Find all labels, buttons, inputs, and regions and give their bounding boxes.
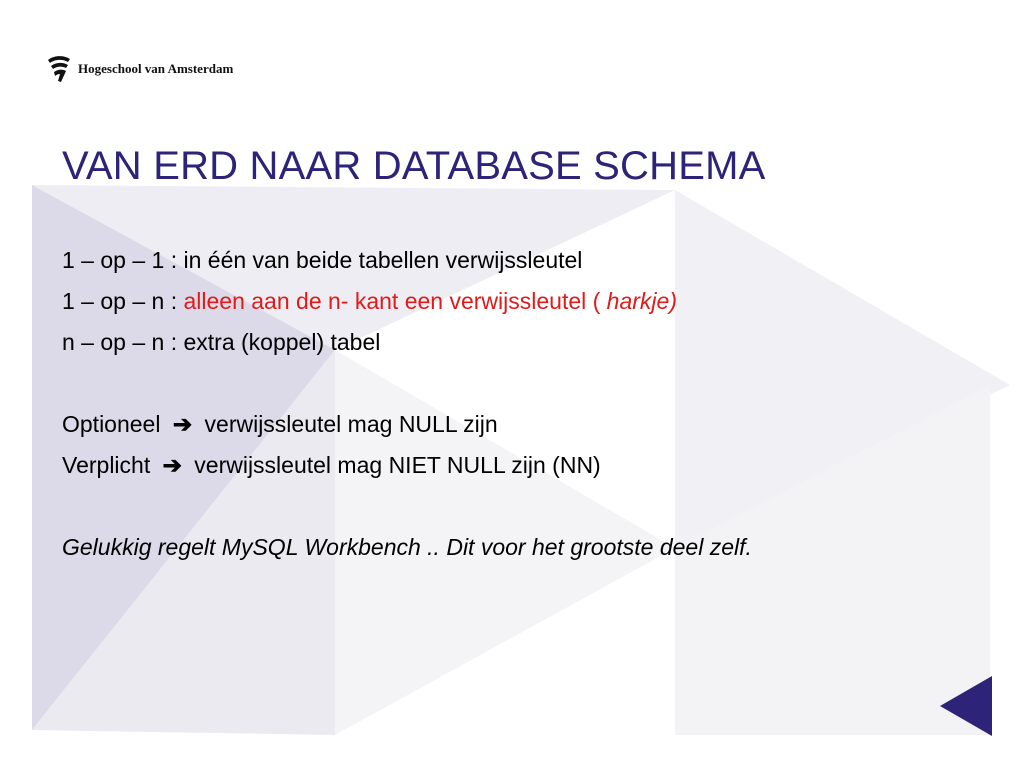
footer-note: Gelukkig regelt MySQL Workbench .. Dit voor het grootste deel zelf.	[62, 534, 752, 560]
line-optioneel	[62, 404, 752, 445]
line-one-to-n	[62, 281, 752, 322]
slide-title: VAN ERD NAAR DATABASE SCHEMA	[62, 144, 766, 188]
slide-body	[62, 240, 752, 568]
one-to-n-prefix: 1 – op – n :	[62, 288, 184, 314]
spacer	[62, 363, 752, 404]
harkje-text: harkje)	[606, 288, 677, 314]
spacer	[62, 486, 752, 527]
line-n-to-n: n – op – n : extra (koppel) tabel	[62, 329, 381, 355]
arrow-right-icon: ➔	[172, 411, 193, 437]
one-to-n-emphasis: alleen aan de n- kant een verwijssleutel (	[183, 288, 607, 314]
hva-flame-icon	[46, 54, 72, 84]
optioneel-label: Optioneel	[62, 411, 167, 437]
previous-slide-triangle-icon[interactable]	[940, 676, 992, 736]
arrow-right-icon: ➔	[162, 452, 182, 478]
verplicht-label: Verplicht	[62, 452, 157, 478]
line-one-to-one: 1 – op – 1 : in één van beide tabellen verwijssleutel	[62, 247, 583, 273]
line-verplicht	[62, 445, 752, 486]
logo	[46, 54, 233, 84]
optioneel-text: verwijssleutel mag NULL zijn	[198, 411, 498, 437]
logo-text: Hogeschool van Amsterdam	[78, 61, 234, 76]
verplicht-text: verwijssleutel mag NIET NULL zijn (NN)	[187, 452, 601, 478]
